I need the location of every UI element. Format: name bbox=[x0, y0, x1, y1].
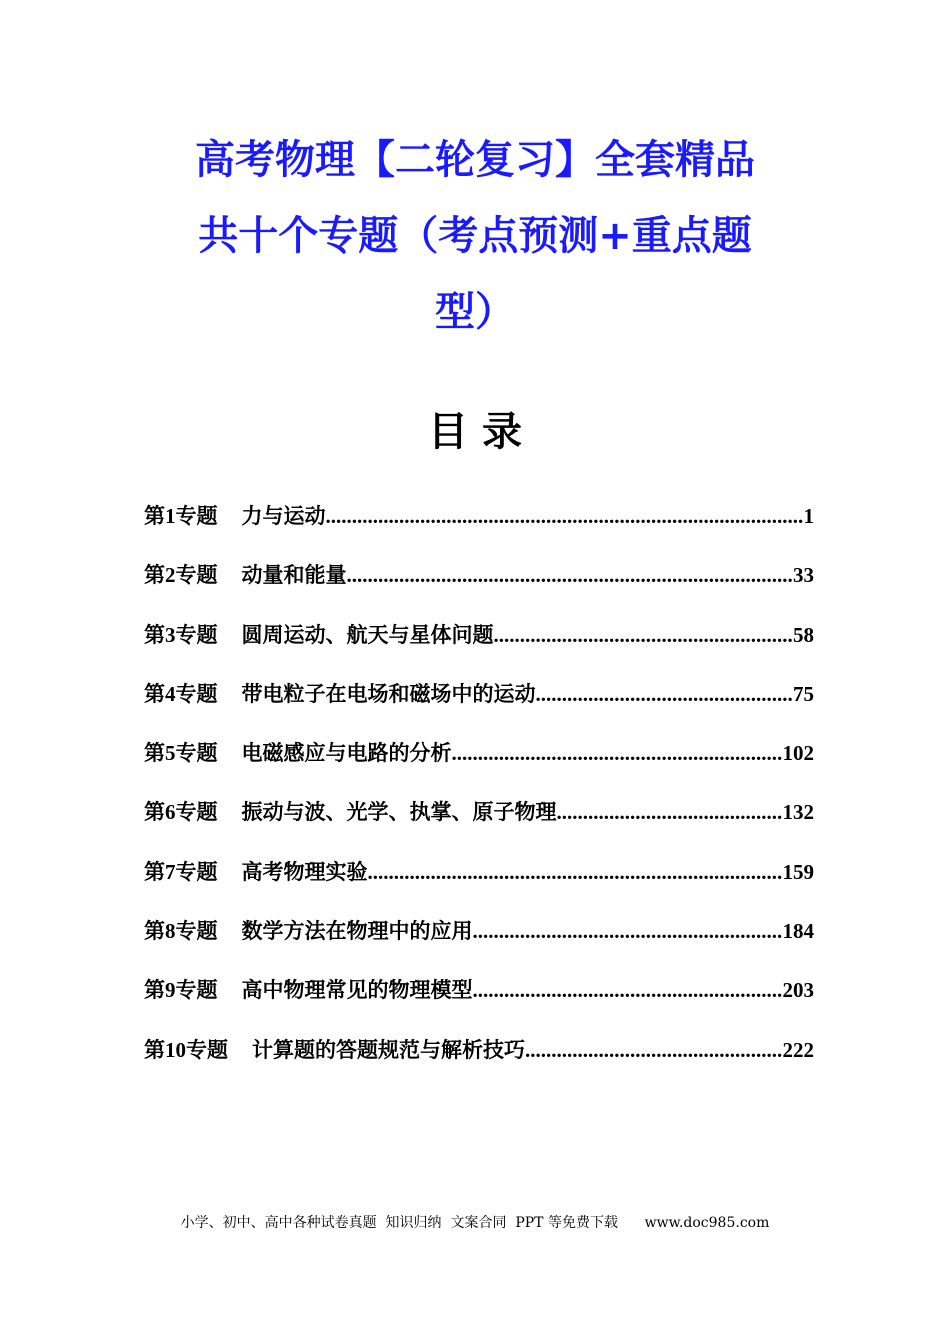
toc-page-number: 132 bbox=[782, 800, 814, 825]
toc-topic: 数学方法在物理中的应用 bbox=[241, 919, 473, 944]
toc-entry[interactable] bbox=[144, 974, 814, 1033]
toc-suffix: 专题 bbox=[175, 978, 218, 1003]
toc-topic: 圆周运动、航天与星体问题 bbox=[241, 622, 494, 647]
toc-prefix: 第 bbox=[144, 978, 165, 1003]
toc-prefix: 第 bbox=[144, 563, 165, 588]
toc-number: 6 bbox=[165, 800, 176, 825]
toc-topic: 振动与波、光学、执掌、原子物理 bbox=[241, 800, 557, 825]
toc-leader-dots bbox=[452, 741, 783, 766]
toc-number: 5 bbox=[165, 741, 176, 766]
toc-suffix: 专题 bbox=[186, 1037, 228, 1062]
toc-suffix: 专题 bbox=[175, 563, 218, 588]
toc-topic: 电磁感应与电路的分析 bbox=[241, 741, 452, 766]
toc-page-number: 1 bbox=[803, 504, 814, 528]
toc-topic: 高中物理常见的物理模型 bbox=[241, 978, 473, 1003]
toc-prefix: 第 bbox=[144, 1037, 165, 1062]
toc-leader-dots bbox=[525, 1038, 783, 1063]
toc-suffix: 专题 bbox=[175, 919, 218, 944]
toc-suffix: 专题 bbox=[175, 681, 218, 706]
toc-entry[interactable] bbox=[144, 737, 814, 796]
toc-number: 3 bbox=[165, 622, 176, 647]
toc-prefix: 第 bbox=[144, 919, 165, 944]
toc-leader-dots bbox=[473, 978, 783, 1003]
toc-prefix: 第 bbox=[144, 800, 165, 825]
toc-number: 4 bbox=[165, 681, 176, 706]
toc-topic: 带电粒子在电场和磁场中的运动 bbox=[241, 681, 536, 706]
title-line-3: 型） bbox=[435, 289, 515, 335]
toc-page-number: 33 bbox=[793, 563, 814, 588]
toc-topic: 力与运动 bbox=[241, 504, 326, 528]
toc-leader-dots bbox=[557, 800, 783, 825]
toc-suffix: 专题 bbox=[175, 859, 218, 884]
toc-suffix: 专题 bbox=[175, 504, 218, 528]
page-footer bbox=[0, 1212, 950, 1232]
toc-prefix: 第 bbox=[144, 504, 165, 528]
toc-leader-dots bbox=[347, 563, 794, 588]
toc-number: 8 bbox=[165, 919, 176, 944]
toc-prefix: 第 bbox=[144, 622, 165, 647]
toc-leader-dots bbox=[494, 623, 794, 648]
toc-entry[interactable] bbox=[144, 619, 814, 678]
toc-number: 1 bbox=[165, 504, 176, 528]
document-title bbox=[150, 122, 800, 350]
toc-entry[interactable] bbox=[144, 796, 814, 855]
toc-heading: 目 录 bbox=[428, 409, 522, 455]
toc-page-number: 184 bbox=[782, 919, 814, 944]
toc-prefix: 第 bbox=[144, 741, 165, 766]
toc-prefix: 第 bbox=[144, 681, 165, 706]
toc-topic: 高考物理实验 bbox=[241, 859, 368, 884]
toc-suffix: 专题 bbox=[175, 622, 218, 647]
toc-page-number: 102 bbox=[782, 741, 814, 766]
toc-leader-dots bbox=[536, 682, 794, 707]
toc-entry[interactable] bbox=[144, 500, 814, 559]
toc-entry[interactable] bbox=[144, 559, 814, 618]
toc-entry[interactable] bbox=[144, 915, 814, 974]
toc-topic: 动量和能量 bbox=[241, 563, 347, 588]
footer-url[interactable]: www.doc985.com bbox=[644, 1215, 770, 1231]
toc-topic: 计算题的答题规范与解析技巧 bbox=[252, 1037, 525, 1062]
toc-page-number: 203 bbox=[782, 978, 814, 1003]
title-line-2: 共十个专题（考点预测+重点题 bbox=[198, 213, 752, 259]
toc-entry[interactable] bbox=[144, 856, 814, 915]
toc-page-number: 159 bbox=[782, 859, 814, 884]
toc-suffix: 专题 bbox=[175, 741, 218, 766]
table-of-contents bbox=[144, 500, 814, 1093]
toc-number: 9 bbox=[165, 978, 176, 1003]
toc-number: 7 bbox=[165, 859, 176, 884]
toc-entry[interactable] bbox=[144, 1034, 814, 1093]
toc-leader-dots bbox=[326, 504, 804, 529]
toc-prefix: 第 bbox=[144, 859, 165, 884]
title-line-1: 高考物理【二轮复习】全套精品 bbox=[195, 137, 755, 183]
toc-page-number: 58 bbox=[793, 622, 814, 647]
toc-page-number: 222 bbox=[782, 1037, 814, 1062]
toc-suffix: 专题 bbox=[175, 800, 218, 825]
toc-entry[interactable] bbox=[144, 678, 814, 737]
toc-leader-dots bbox=[368, 860, 783, 885]
toc-number: 2 bbox=[165, 563, 176, 588]
toc-leader-dots bbox=[473, 919, 783, 944]
toc-page-number: 75 bbox=[793, 681, 814, 706]
toc-number: 10 bbox=[165, 1037, 186, 1062]
footer-text: 小学、初中、高中各种试卷真题 知识归纳 文案合同 PPT 等免费下载 bbox=[180, 1215, 618, 1231]
